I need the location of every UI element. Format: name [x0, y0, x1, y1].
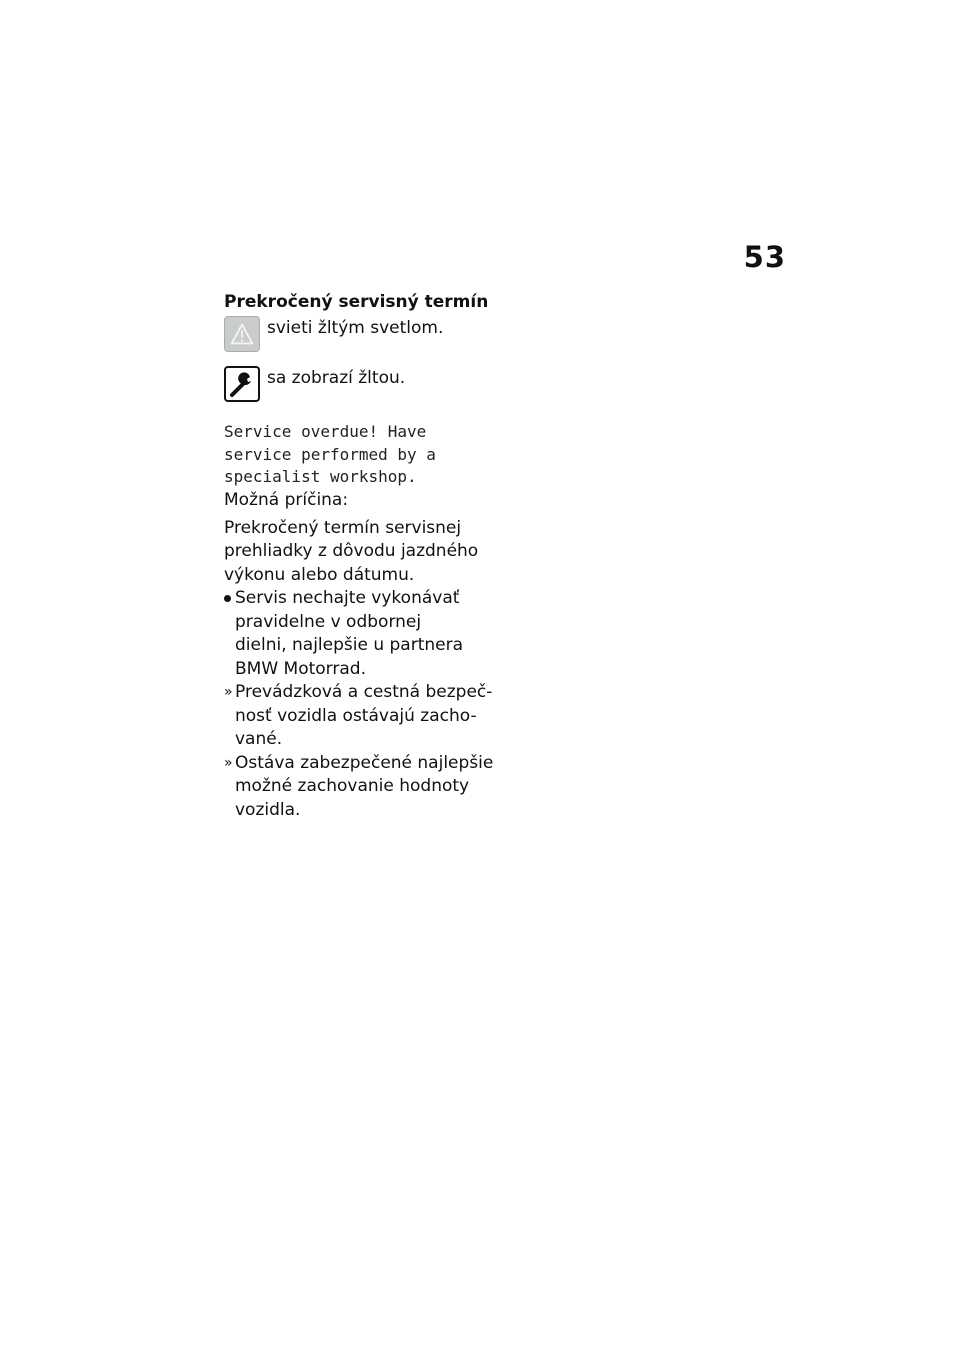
wrench-icon — [224, 366, 260, 402]
result-arrow-icon: » — [224, 684, 233, 700]
result-item: » Ostáva zabezpečené najlepšie možné zachovanie hodnoty vozidla. — [224, 752, 494, 820]
display-message-line: Service overdue! Have — [224, 422, 427, 441]
action-step: Servis nechajte vykonávať pravidelne v odbornej dielni, najlepšie u partnera BMW Motorrad. — [235, 588, 464, 679]
result-arrow-icon: » — [224, 754, 233, 771]
page-number: 53 — [743, 240, 786, 274]
indicator-text-wrench: sa zobrazí žltou. — [267, 368, 406, 388]
warning-triangle-icon — [224, 316, 260, 352]
instruction-list — [224, 587, 504, 822]
cause-label: Možná príčina: — [224, 489, 349, 510]
display-message-line: service performed by a — [224, 444, 436, 464]
result-item: » Prevádzková a cestná bezpeč- nosť vozidla ostávajú zacho- vané. — [224, 682, 493, 749]
display-message-line: specialist workshop. — [224, 467, 417, 486]
display-message — [224, 421, 504, 489]
service-overdue-section — [224, 290, 504, 822]
indicator-row-warning — [224, 316, 504, 356]
indicator-text-warning: svieti žltým svetlom. — [267, 318, 444, 338]
section-title: Prekročený servisný termín — [224, 292, 489, 312]
indicator-row-wrench — [224, 366, 504, 416]
cause-text: Prekročený termín servisnej prehliadky z dôvodu jazdného výkonu alebo dátumu. — [224, 517, 479, 585]
